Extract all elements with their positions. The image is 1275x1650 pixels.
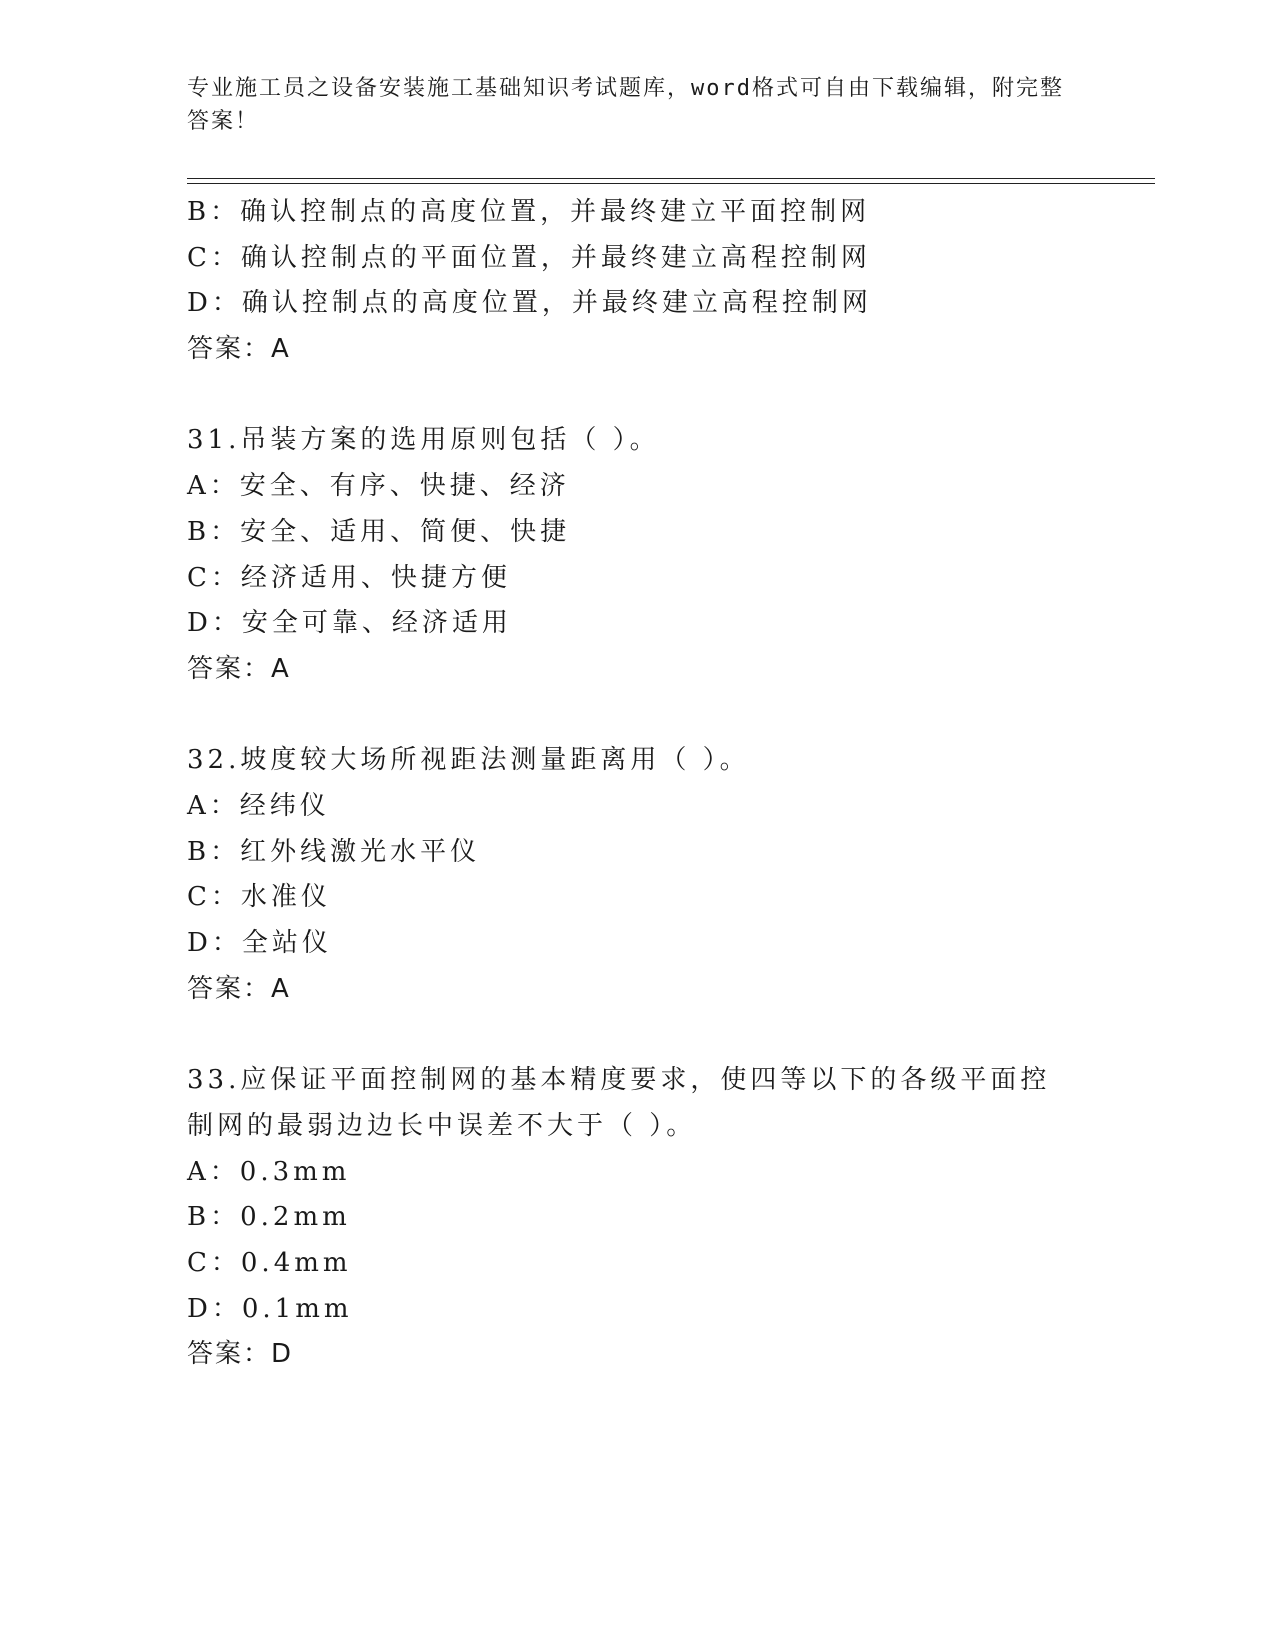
option-c: C：经济适用、快捷方便 — [187, 562, 511, 593]
header-divider-bottom — [187, 183, 1155, 184]
option-c: C：0.4mm — [187, 1247, 352, 1278]
answer-line: 答案：D — [187, 1339, 294, 1370]
option-c: C：水准仪 — [187, 882, 331, 913]
answer-line: 答案：A — [187, 334, 291, 365]
option-d: D：确认控制点的高度位置，并最终建立高程控制网 — [187, 288, 872, 319]
question-list — [187, 190, 1087, 1378]
question-text: 32.坡度较大场所视距法测量距离用（ ）。 — [187, 745, 750, 776]
option-b: B：确认控制点的高度位置，并最终建立平面控制网 — [187, 197, 871, 227]
question-32 — [187, 738, 1087, 1012]
option-b: B：红外线激光水平仪 — [187, 836, 481, 867]
question-31 — [187, 418, 1087, 692]
option-d: D：安全可靠、经济适用 — [187, 608, 512, 639]
option-d: D：全站仪 — [187, 928, 332, 959]
option-c: C：确认控制点的平面位置，并最终建立高程控制网 — [187, 242, 871, 273]
option-d: D：0.1mm — [187, 1293, 353, 1324]
option-a: A：安全、有序、快捷、经济 — [187, 471, 570, 502]
option-a: A：经纬仪 — [187, 790, 330, 821]
option-b: B：安全、适用、简便、快捷 — [187, 516, 571, 547]
answer-line: 答案：A — [187, 653, 291, 684]
question-text: 33.应保证平面控制网的基本精度要求，使四等以下的各级平面控制网的最弱边边长中误差不大于（ ）。 — [187, 1065, 1051, 1141]
answer-line: 答案：A — [187, 973, 291, 1004]
question-text: 31.吊装方案的选用原则包括（ ）。 — [187, 425, 660, 456]
option-b: B：0.2mm — [187, 1202, 351, 1233]
option-a: A：0.3mm — [187, 1156, 351, 1187]
question-33 — [187, 1058, 1087, 1378]
document-header: 专业施工员之设备安装施工基础知识考试题库，word格式可自由下载编辑，附完整答案！ — [187, 76, 1064, 134]
header-divider-top — [187, 178, 1155, 179]
continued-question — [187, 190, 1087, 373]
